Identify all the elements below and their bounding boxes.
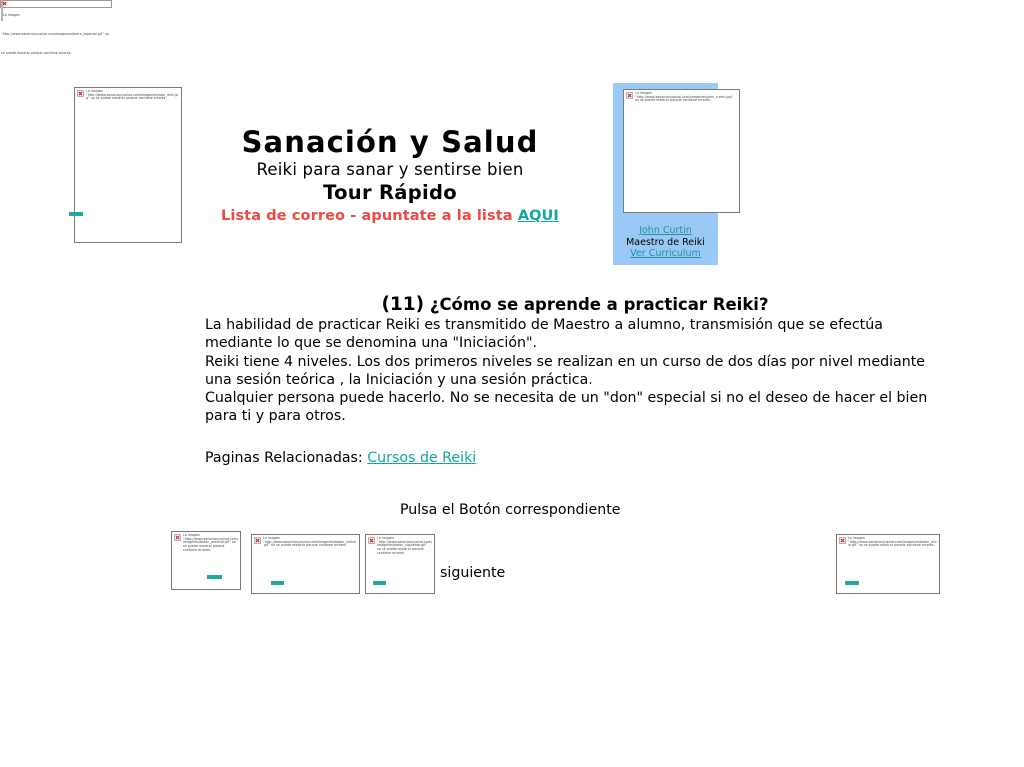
nav-next-label: siguiente	[440, 565, 506, 581]
nav-button-index[interactable]	[251, 534, 360, 594]
broken-image-alt-text: La imagen “http://www.sanacionysalud.com/imagenes/boton_siguiente.gif” no se puede mostrar porque contiene errores.	[377, 536, 433, 555]
mailing-list-link[interactable]: AQUI	[517, 208, 559, 224]
broken-image-icon	[1, 0, 3, 21]
logo-image-placeholder	[74, 87, 182, 243]
page-title: Sanación y Salud	[241, 125, 539, 159]
broken-image-alt-text: La imagen “http://www.sanacionysalud.com/imagenes/barra_superior.gif” no se puede mostrar porque contiene errores.	[1, 13, 109, 55]
related-pages-label: Paginas Relacionadas:	[205, 450, 363, 466]
top-banner-placeholder	[0, 0, 112, 55]
nav-button-home[interactable]	[836, 534, 940, 594]
author-info	[613, 225, 718, 260]
broken-image-icon	[77, 90, 84, 97]
article-paragraph: La habilidad de practicar Reiki es transmitido de Maestro a alumno, transmisión que se efectúa mediante lo que se denomina una "Iniciación".	[205, 317, 883, 352]
site-header	[200, 126, 580, 226]
author-cv-link[interactable]: Ver Curriculum	[630, 248, 701, 259]
broken-image-row	[172, 532, 240, 553]
broken-image-alt-text: La imagen “http://www.sanacionysalud.com/imagenes/john_curtin.jpg” no se puede mostrar porque contiene errores.	[635, 91, 734, 103]
article-heading	[205, 294, 945, 316]
broken-image-alt-text: La imagen “http://www.sanacionysalud.com/imagenes/logo_reiki.jpg” no se puede mostrar porque contiene errores.	[86, 89, 178, 101]
broken-image-row	[624, 90, 739, 103]
broken-image-row	[252, 535, 359, 548]
nav-button-next[interactable]	[365, 534, 435, 594]
related-pages	[205, 449, 476, 468]
broken-image-row	[366, 535, 434, 556]
mailing-list-text: Lista de correo - apuntate a la lista	[221, 208, 513, 224]
article-body	[205, 294, 945, 426]
broken-image-icon	[368, 537, 375, 544]
logo-link-stub[interactable]	[69, 212, 83, 216]
broken-image-alt-text: La imagen “http://www.sanacionysalud.com/imagenes/boton_anterior.gif” no se puede mostrar porque contiene errores.	[183, 533, 239, 552]
site-tagline: Reiki para sanar y sentirse bien	[256, 160, 524, 179]
section-title: Tour Rápido	[323, 181, 457, 204]
author-name-link[interactable]: John Curtin	[639, 225, 692, 236]
broken-image-alt-text: La imagen “http://www.sanacionysalud.com/imagenes/boton_inicio.gif” no se puede mostrar porque contiene errores.	[848, 536, 937, 548]
author-cv-row	[613, 248, 718, 260]
author-photo-placeholder	[623, 89, 740, 213]
broken-image-icon	[254, 537, 261, 544]
broken-image-row	[837, 535, 939, 548]
broken-image-icon	[174, 534, 181, 541]
article-paragraph: Reiki tiene 4 niveles. Los dos primeros niveles se realizan en un curso de dos días por nivel mediante una sesión teórica , la Iniciación y una sesión práctica.	[205, 353, 926, 388]
nav-button-previous[interactable]	[171, 531, 241, 590]
broken-image-row	[1, 1, 111, 58]
nav-button-home-stub[interactable]	[845, 581, 859, 585]
broken-image-icon	[839, 537, 846, 544]
mailing-list-line	[200, 207, 580, 226]
nav-button-previous-stub[interactable]	[207, 575, 222, 579]
broken-image-alt-text: La imagen “http://www.sanacionysalud.com/imagenes/boton_indice.gif” no se puede mostrar porque contiene errores.	[263, 536, 356, 548]
nav-instruction: Pulsa el Botón correspondiente	[400, 502, 621, 518]
article-heading-text: ¿Cómo se aprende a practicar Reiki?	[429, 295, 769, 314]
broken-image-icon	[626, 92, 633, 99]
broken-image-row	[75, 88, 181, 101]
author-name-row	[613, 225, 718, 237]
nav-button-next-stub[interactable]	[373, 581, 386, 585]
author-role: Maestro de Reiki	[626, 236, 705, 248]
article-number: (11)	[381, 294, 425, 315]
article-paragraph: Cualquier persona puede hacerlo. No se necesita de un "don" especial si no el deseo de hacer el bien para ti y para otros.	[205, 390, 928, 425]
related-pages-link[interactable]: Cursos de Reiki	[367, 450, 477, 466]
nav-button-index-stub[interactable]	[271, 581, 284, 585]
